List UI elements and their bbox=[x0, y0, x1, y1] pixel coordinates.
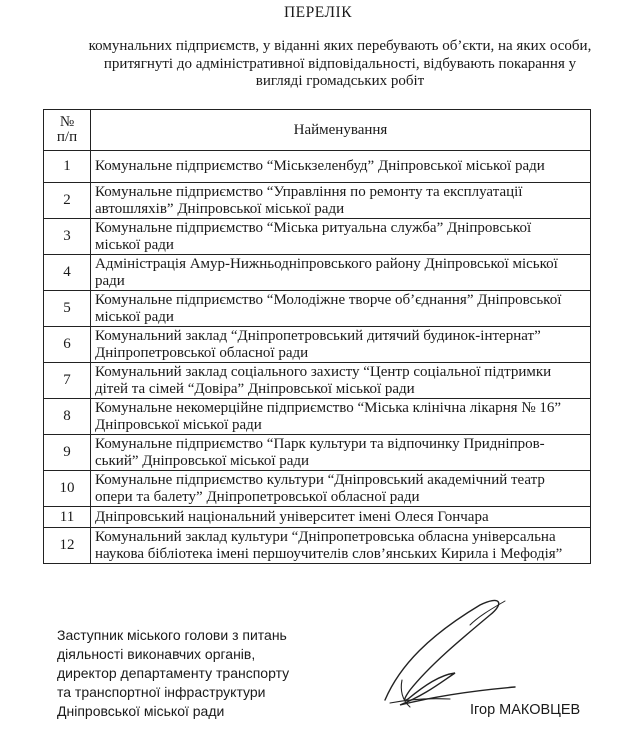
row-name-line: Комунальний заклад соціального захисту “Центр соціальної підтримки bbox=[95, 364, 552, 380]
column-header-number bbox=[44, 110, 91, 151]
row-name-line: Комунальне підприємство “Управління по ремонту та експлуатації bbox=[95, 184, 523, 200]
row-name-line: Комунальне підприємство культури “Дніпровський академічний театр bbox=[95, 472, 545, 488]
column-header-number-line: п/п bbox=[56, 129, 78, 145]
table-row bbox=[44, 255, 591, 291]
row-name-line: міської ради bbox=[95, 236, 174, 253]
position-line: діяльності виконавчих органів, bbox=[57, 646, 256, 662]
table-row bbox=[44, 183, 591, 219]
row-name bbox=[91, 219, 591, 255]
table-row bbox=[44, 327, 591, 363]
row-name-line: опери та балету” Дніпропетровської обласної ради bbox=[95, 488, 420, 505]
subtitle-line: вигляді громадських робіт bbox=[255, 73, 425, 89]
row-name bbox=[91, 363, 591, 399]
row-name bbox=[91, 255, 591, 291]
document-subtitle bbox=[70, 38, 610, 91]
column-header-number-line: № bbox=[59, 114, 75, 130]
table-header-row bbox=[44, 110, 591, 151]
row-name-line: дітей та сімей “Довіра” Дніпровської міської ради bbox=[95, 380, 415, 397]
document-title: ПЕРЕЛІК bbox=[283, 4, 353, 21]
table-row bbox=[44, 151, 591, 183]
row-name bbox=[91, 507, 591, 528]
row-number: 10 bbox=[44, 471, 91, 507]
row-name bbox=[91, 327, 591, 363]
row-number: 12 bbox=[44, 528, 91, 564]
table-row bbox=[44, 363, 591, 399]
row-name bbox=[91, 528, 591, 564]
position-line: та транспортної інфраструктури bbox=[57, 684, 266, 700]
row-number: 9 bbox=[44, 435, 91, 471]
row-name-line: наукова бібліотека імені першоучителів слов’янських Кирила і Мефодія” bbox=[95, 545, 563, 562]
row-name-line: Дніпровський національний університет імені Олеся Гончара bbox=[95, 508, 489, 525]
row-number: 6 bbox=[44, 327, 91, 363]
row-name bbox=[91, 399, 591, 435]
row-name bbox=[91, 435, 591, 471]
row-name-line: ський” Дніпровської міської ради bbox=[95, 452, 310, 469]
row-name-line: ради bbox=[95, 272, 125, 289]
row-name-line: Адміністрація Амур-Нижньодніпровського району Дніпровської міської bbox=[95, 256, 558, 272]
row-name bbox=[91, 183, 591, 219]
row-number: 5 bbox=[44, 291, 91, 327]
position-line: директор департаменту транспорту bbox=[57, 665, 290, 681]
table-row bbox=[44, 219, 591, 255]
signer-name: Ігор МАКОВЦЕВ bbox=[470, 702, 581, 718]
row-number: 4 bbox=[44, 255, 91, 291]
table-row bbox=[44, 291, 591, 327]
row-number: 2 bbox=[44, 183, 91, 219]
row-name-line: Комунальний заклад “Дніпропетровський дитячий будинок-інтернат” bbox=[95, 328, 541, 344]
position-line: Дніпровської міської ради bbox=[57, 703, 225, 719]
row-number: 1 bbox=[44, 151, 91, 183]
table-row bbox=[44, 507, 591, 528]
row-name-line: Комунальне підприємство “Міськзеленбуд” Дніпровської міської ради bbox=[95, 158, 545, 175]
row-number: 3 bbox=[44, 219, 91, 255]
table-row bbox=[44, 471, 591, 507]
table-row bbox=[44, 399, 591, 435]
signature-image bbox=[330, 595, 520, 715]
row-name-line: автошляхів” Дніпровської міської ради bbox=[95, 200, 345, 217]
row-name-line: Комунальний заклад культури “Дніпропетровська обласна універсальна bbox=[95, 529, 556, 545]
table-row bbox=[44, 528, 591, 564]
row-name-line: Дніпровської міської ради bbox=[95, 416, 262, 433]
row-name-line: Комунальне підприємство “Міська ритуальна служба” Дніпровської bbox=[95, 220, 532, 236]
column-header-name: Найменування bbox=[91, 110, 591, 151]
row-name-line: Дніпропетровської обласної ради bbox=[95, 344, 309, 361]
row-name-line: міської ради bbox=[95, 308, 174, 325]
subtitle-line: притягнуті до адміністративної відповідальності, відбувають покарання у bbox=[103, 55, 577, 72]
row-name bbox=[91, 471, 591, 507]
row-name bbox=[91, 151, 591, 183]
row-name-line: Комунальне некомерційне підприємство “Міська клінічна лікарня № 16” bbox=[95, 400, 562, 416]
subtitle-line: комунальних підприємств, у віданні яких перебувають об’єкти, на яких особи, bbox=[88, 38, 592, 54]
row-name-line: Комунальне підприємство “Парк культури та відпочинку Придніпров- bbox=[95, 436, 545, 452]
signatory-position bbox=[57, 626, 289, 721]
row-name-line: Комунальне підприємство “Молодіжне творче об’єднання” Дніпровської bbox=[95, 292, 562, 308]
table-row bbox=[44, 435, 591, 471]
position-line: Заступник міського голови з питань bbox=[57, 627, 287, 643]
row-number: 7 bbox=[44, 363, 91, 399]
enterprises-table bbox=[43, 109, 591, 564]
row-name bbox=[91, 291, 591, 327]
row-number: 8 bbox=[44, 399, 91, 435]
row-number: 11 bbox=[44, 507, 91, 528]
